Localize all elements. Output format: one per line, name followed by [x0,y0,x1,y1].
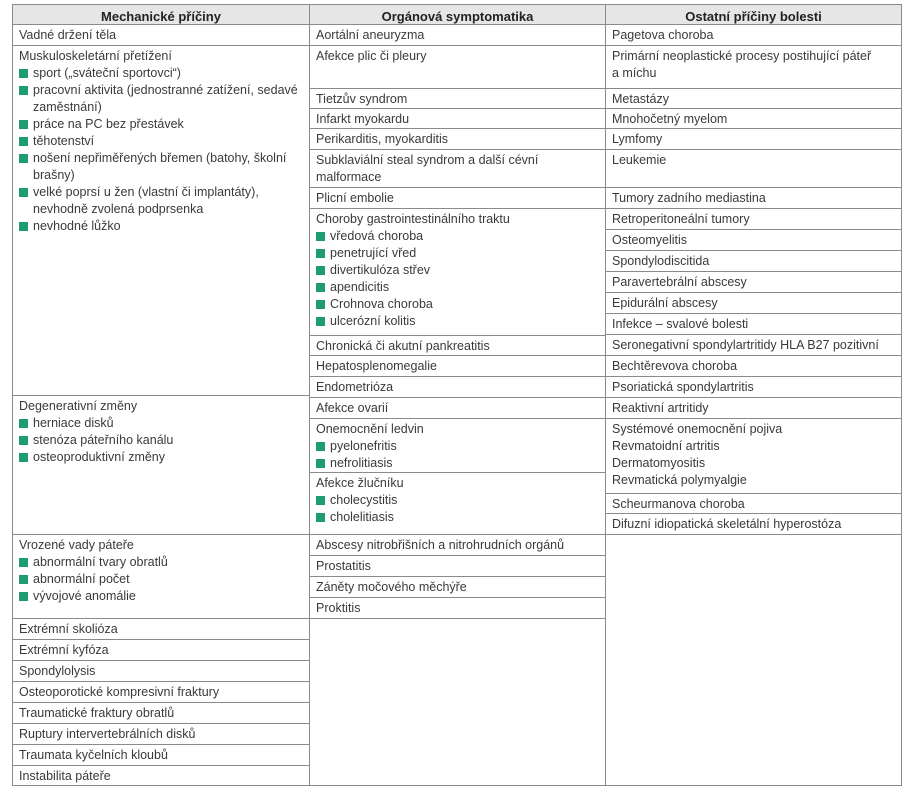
cell-text: Tumory zadního mediastina [612,191,766,205]
bullet-item: ulcerózní kolitis [316,313,599,330]
table-cell [309,534,605,555]
cell-text: Bechtěrevova choroba [612,359,738,373]
cell-text: Ruptury intervertebrálních disků [19,727,196,741]
table-cell [12,395,309,534]
table-cell [309,335,605,355]
table-cell [605,45,902,88]
table-cell [605,513,902,534]
table-cell [309,397,605,418]
cell-text: Primární neoplastické procesy postihující páteř [612,49,872,63]
table-cell [605,149,902,187]
cell-text: Aortální aneuryzma [316,28,425,42]
cell-text: Instabilita páteře [19,769,111,783]
cell-text: nevhodně zvolená podprsenka [33,202,204,216]
table-cell [605,229,902,250]
table-cell [309,418,605,472]
cell-text: Retroperitoneální tumory [612,212,750,226]
cell-text: Infekce – svalové bolesti [612,317,749,331]
bullet-item: těhotenství [19,133,303,150]
cell-text: Extrémní kyfóza [19,643,109,657]
table-cell [12,639,309,660]
cell-text: Infarkt myokardu [316,112,410,126]
table-cell [309,149,605,187]
cell-text: Vrozené vady páteře [19,538,134,552]
cell-text: Metastázy [612,92,669,106]
bullet-item: práce na PC bez přestávek [19,116,303,133]
cell-text: Vadné držení těla [19,28,117,42]
table-cell [605,334,902,355]
table-cell [309,576,605,597]
cell-text: Choroby gastrointestinálního traktu [316,212,510,226]
table-cell [12,744,309,765]
table-cell [309,208,605,335]
bullet-item: apendicitis [316,279,599,296]
bullet-item: vývojové anomálie [19,588,303,605]
column-header: Mechanické příčiny [12,4,309,24]
column-header: Orgánová symptomatika [309,4,605,24]
cell-text: Záněty močového měchýře [316,580,467,594]
table-cell [605,534,902,786]
bullet-item: abnormální tvary obratlů [19,554,303,571]
bullet-item: osteoproduktivní změny [19,449,303,466]
cell-text: Revmatická polymyalgie [612,473,747,487]
column-header: Ostatní příčiny bolesti [605,4,902,24]
table-cell [605,208,902,229]
cell-text: Reaktivní artritidy [612,401,709,415]
cell-text: Chronická či akutní pankreatitis [316,339,490,353]
cell-text: Systémové onemocnění pojiva [612,422,783,436]
table-cell [309,108,605,128]
cell-text: Dermatomyositis [612,456,706,470]
table-cell [605,271,902,292]
cell-text: Epidurální abscesy [612,296,718,310]
table-cell [309,555,605,576]
cell-text: Osteoporotické kompresivní fraktury [19,685,220,699]
table-cell [309,355,605,376]
table-cell [309,187,605,208]
table-cell [605,250,902,271]
cell-text: Mnohočetný myelom [612,112,728,126]
table-cell [309,472,605,534]
cell-text: Scheurmanova choroba [612,497,745,511]
table-cell [605,355,902,376]
cell-text: Afekce plic či pleury [316,49,427,63]
table-cell [605,88,902,108]
table-cell [12,24,309,45]
table-cell [605,108,902,128]
table-cell [605,313,902,334]
bullet-item: Crohnova choroba [316,296,599,313]
bullet-item: sport („sváteční sportovci“) [19,65,303,82]
cell-text: Osteomyelitis [612,233,688,247]
cell-text: Spondylodiscitida [612,254,710,268]
bullet-item: pyelonefritis [316,438,599,455]
cell-text: Plicní embolie [316,191,394,205]
bullet-item: vředová choroba [316,228,599,245]
cell-text: zaměstnání) [33,100,102,114]
table-cell [12,702,309,723]
cell-text: Seronegativní spondylartritidy HLA B27 pozitivní [612,338,879,352]
bullet-item: penetrující vřed [316,245,599,262]
cell-text: Muskuloskeletární přetížení [19,49,172,63]
table-cell [309,128,605,149]
table-cell [309,24,605,45]
bullet-item: abnormální počet [19,571,303,588]
bullet-item: herniace disků [19,415,303,432]
table-cell [605,493,902,513]
table-cell [605,187,902,208]
column-other [605,4,902,786]
table-cell [605,24,902,45]
cell-text: Revmatoidní artritis [612,439,720,453]
table-cell [12,534,309,618]
bullet-item: pracovní aktivita (jednostranné zatížení, sedavé [19,82,303,99]
table-cell [309,597,605,618]
cell-text: Hepatosplenomegalie [316,359,437,373]
cell-text: Leukemie [612,153,667,167]
table-cell [12,660,309,681]
cell-text: Endometrióza [316,380,394,394]
table-cell [12,765,309,786]
cell-text: Prostatitis [316,559,371,573]
table-cell [12,723,309,744]
cell-text: Traumata kyčelních kloubů [19,748,168,762]
cell-text: Traumatické fraktury obratlů [19,706,175,720]
cell-text: Afekce ovarií [316,401,389,415]
cell-text: Degenerativní změny [19,399,138,413]
cell-text: Paravertebrální abscesy [612,275,747,289]
cell-text: Onemocnění ledvin [316,422,424,436]
cell-text: Psoriatická spondylartritis [612,380,754,394]
cell-text: Subklaviální steal syndrom a další cévní [316,153,539,167]
cell-text: Extrémní skolióza [19,622,118,636]
table-cell [605,292,902,313]
bullet-item: nefrolitiasis [316,455,599,472]
bullet-item: nevhodné lůžko [19,218,303,235]
cell-text: Proktitis [316,601,361,615]
table-cell [605,376,902,397]
cell-text: Lymfomy [612,132,663,146]
bullet-item: cholelitiasis [316,509,599,526]
cell-text: Perikarditis, myokarditis [316,132,448,146]
table-cell [12,681,309,702]
bullet-item: stenóza páteřního kanálu [19,432,303,449]
cell-text: Afekce žlučníku [316,476,404,490]
table-cell [309,376,605,397]
table-cell [605,418,902,493]
bullet-item: nošení nepřiměřených břemen (batohy, školní [19,150,303,167]
bullet-item: velké poprsí u žen (vlastní či implantáty), [19,184,303,201]
cell-text: Difuzní idiopatická skeletální hyperostóza [612,517,842,531]
table-cell [309,45,605,88]
table-cell [12,618,309,639]
bullet-item: divertikulóza střev [316,262,599,279]
table-cell [12,45,309,395]
column-mechanical [12,4,309,786]
table-cell [309,618,605,786]
cell-text: malformace [316,170,382,184]
cell-text: a míchu [612,66,657,80]
causes-table [12,4,902,786]
cell-text: brašny) [33,168,75,182]
cell-text: Tietzův syndrom [316,92,408,106]
table-cell [605,128,902,149]
cell-text: Abscesy nitrobřišních a nitrohrudních orgánů [316,538,565,552]
table-cell [605,397,902,418]
table-cell [309,88,605,108]
cell-text: Spondylolysis [19,664,96,678]
cell-text: Pagetova choroba [612,28,714,42]
column-organ [309,4,605,786]
bullet-item: cholecystitis [316,492,599,509]
